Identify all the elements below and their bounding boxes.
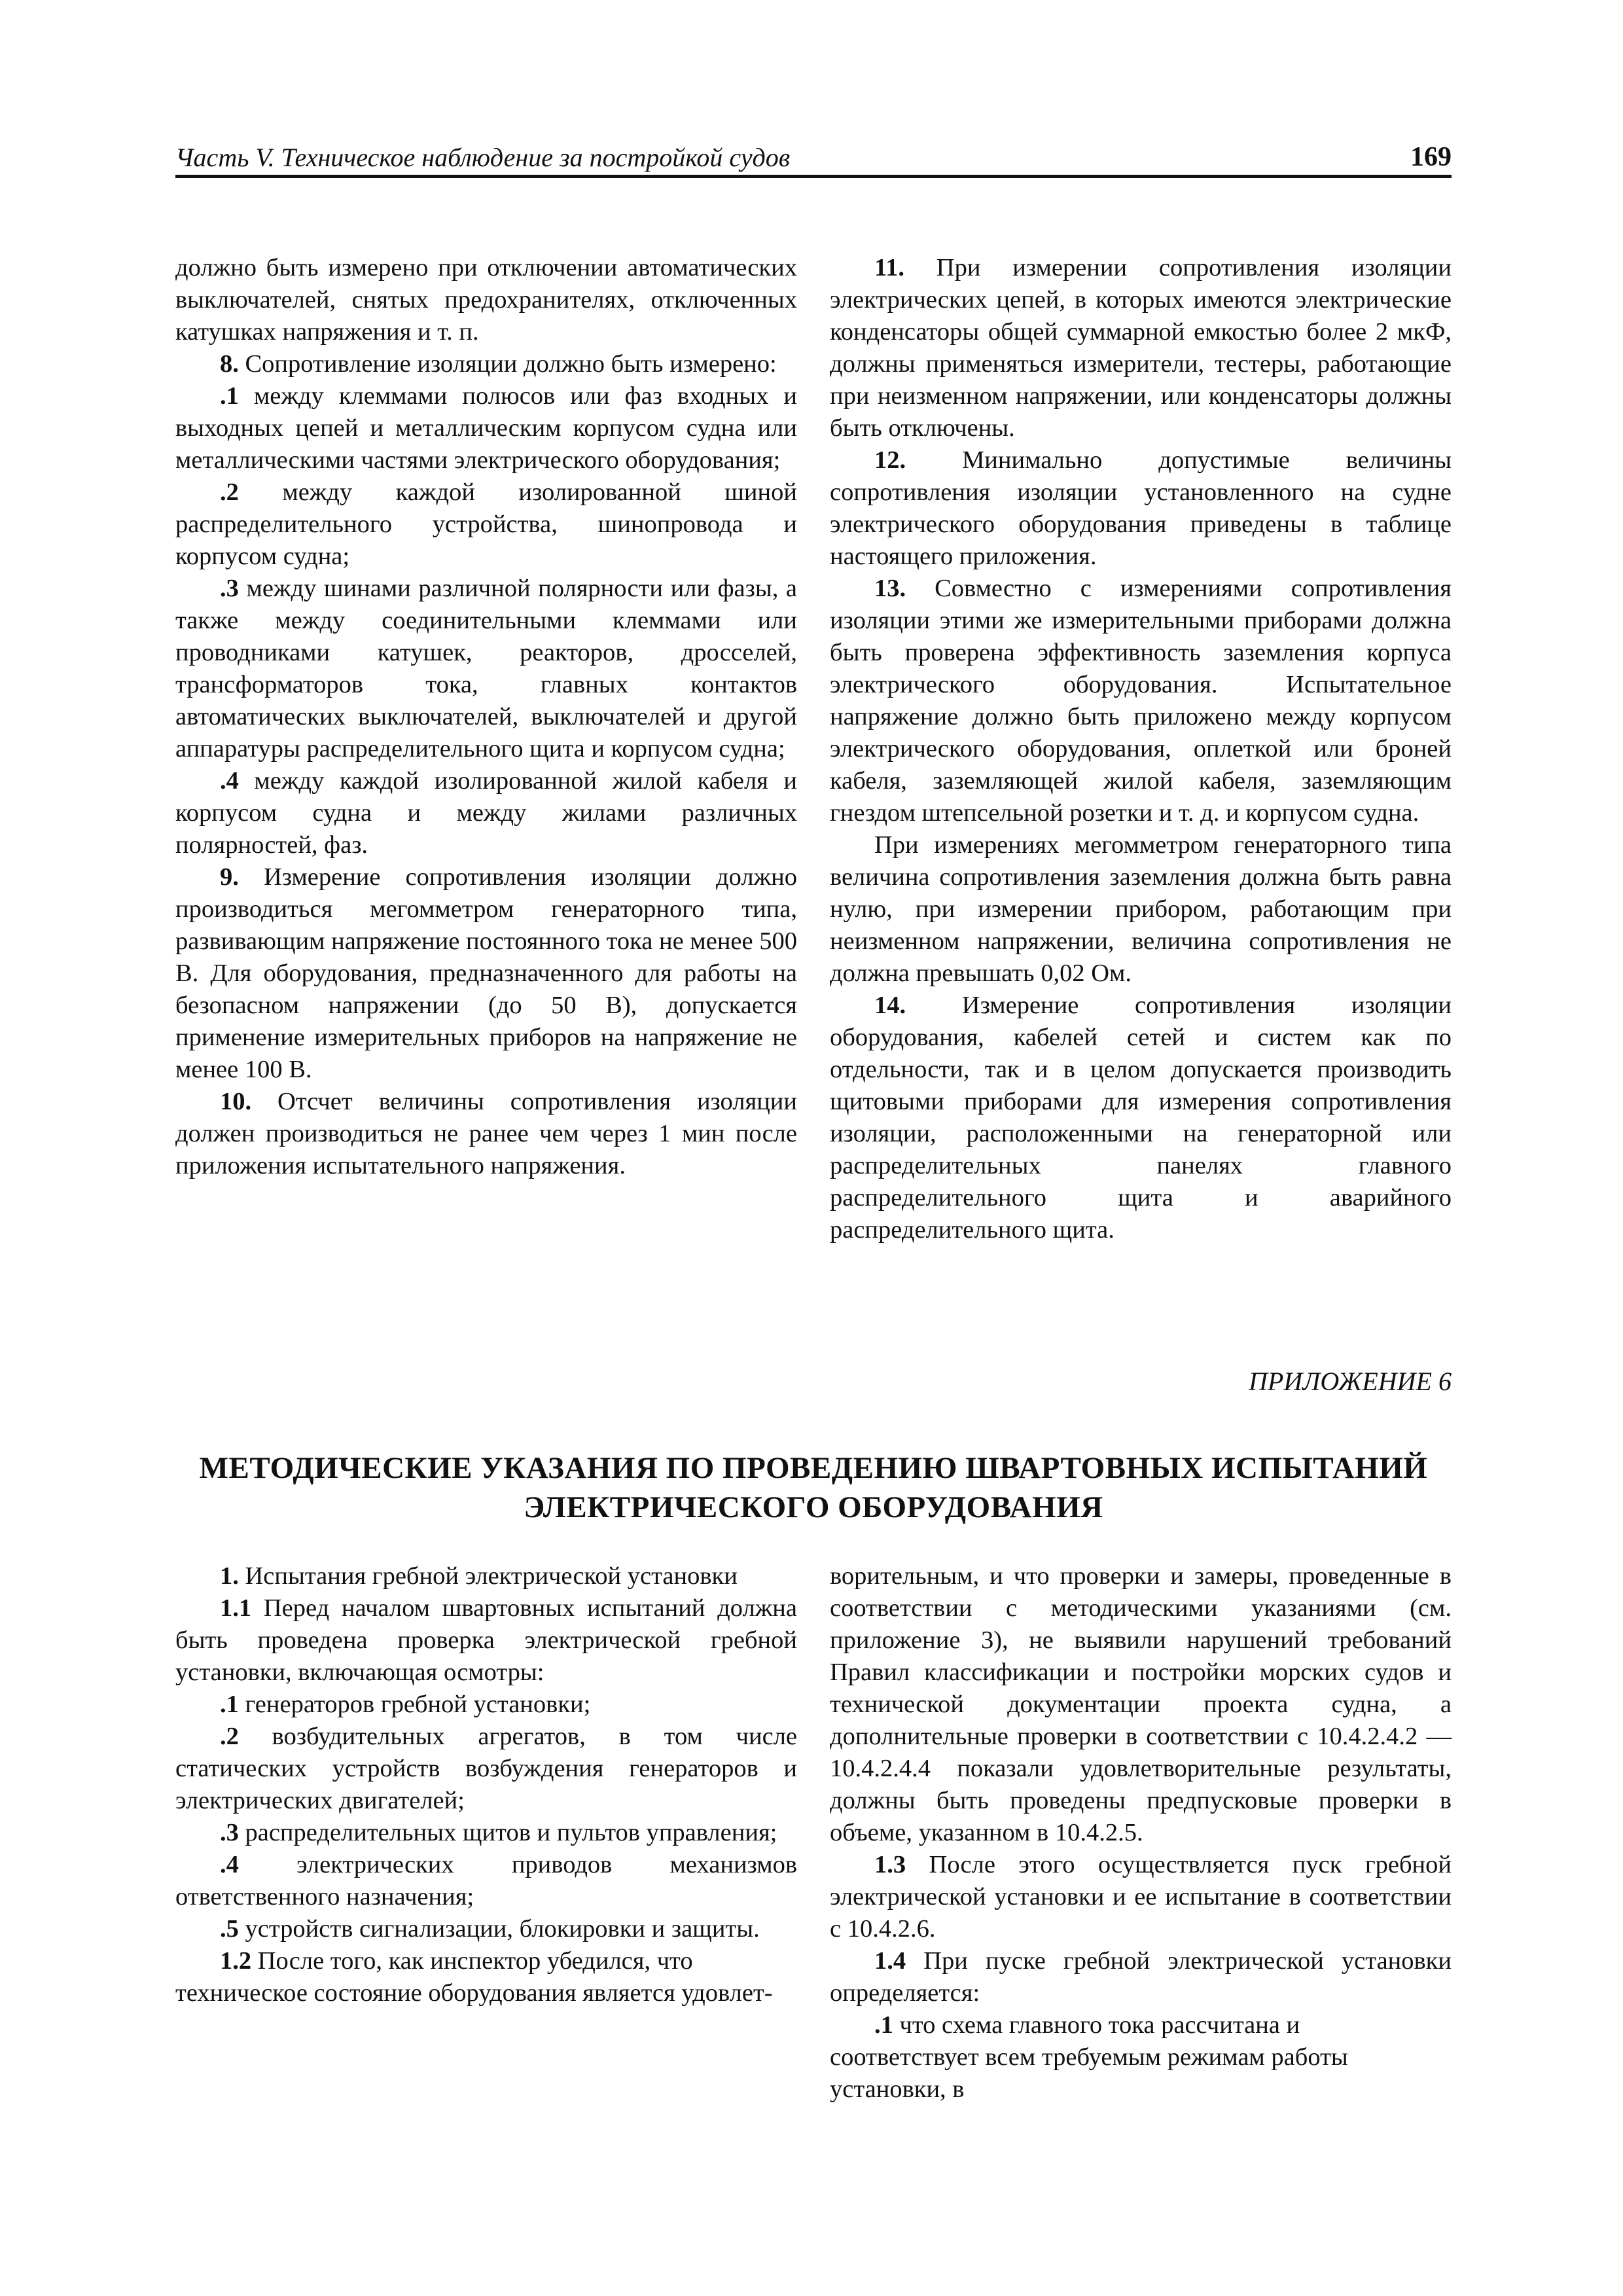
paragraph: 11. При измерении сопротивления изоляции электрических цепей, в которых имеются электрические конденсаторы общей суммарной емкостью более 2 мкФ, должны применяться измерители, тестеры, работающие при неизменном напряжении, или конденсаторы должны быть отключены. [830, 254, 1452, 442]
paragraph: .2 возбудительных агрегатов, в том числе статических устройств возбуждения генераторов и электрических двигателей; [175, 1723, 797, 1814]
paragraph: .3 распределительных щитов и пультов управления; [220, 1819, 777, 1846]
paragraph: 1.1 Перед началом швартовных испытаний должна быть проведена проверка электрической гребной установки, включающая осмотры: [175, 1594, 797, 1686]
lower-right-column [830, 1560, 1452, 2106]
lower-left-column [175, 1560, 797, 2009]
paragraph: 1.3 После этого осуществляется пуск гребной электрической установки и ее испытание в соответствии с 10.4.2.6. [830, 1851, 1452, 1943]
running-header-title: Часть V. Техническое наблюдение за постройкой судов [175, 143, 791, 172]
paragraph: .1 между клеммами полюсов или фаз входных и выходных цепей и металлическим корпусом судна или металлическими частями электрического оборудования; [175, 382, 797, 474]
paragraph: ворительным, и что проверки и замеры, проведенные в соответствии с методическими указаниями (см. приложение 3), не выявили нарушений требований Правил классификации и постройки морских судов и технической документации проекта судна, а дополнительные проверки в соответствии с 10.4.2.4.2 — 10.4.2.4.4 показали удовлетворительные результаты, должны быть проведены предпусковые проверки в объеме, указанном в 10.4.2.5. [830, 1562, 1452, 1846]
paragraph: .2 между каждой изолированной шиной распределительного устройства, шинопровода и корпусом судна; [175, 478, 797, 570]
paragraph: 10. Отсчет величины сопротивления изоляции должен производиться не ранее чем через 1 мин после приложения испытательного напряжения. [175, 1088, 797, 1179]
paragraph: .5 устройств сигнализации, блокировки и защиты. [220, 1915, 760, 1943]
header-rule [175, 175, 1452, 178]
paragraph: При измерениях мегомметром генераторного типа величина сопротивления заземления должна быть равна нулю, при измерении прибором, работающим при неизменном напряжении, величина сопротивления не должна превышать 0,02 Ом. [830, 831, 1452, 987]
paragraph: 14. Измерение сопротивления изоляции оборудования, кабелей сетей и систем как по отдельности, так и в целом допускается производить щитовыми приборами для измерения сопротивления изоляции, расположенными на генераторной или распределительных панелях главного распределительного щита и аварийного распределительного щита. [830, 992, 1452, 1244]
paragraph: 1.2 После того, как инспектор убедился, что техническое состояние оборудования является удовлет- [175, 1947, 773, 2007]
appendix-label: ПРИЛОЖЕНИЕ 6 [1249, 1367, 1452, 1396]
paragraph: должно быть измерено при отключении автоматических выключателей, снятых предохранителях, отключенных катушках напряжения и т. п. [175, 254, 797, 346]
paragraph: 1. Испытания гребной электрической установки [220, 1562, 738, 1590]
paragraph: .1 генераторов гребной установки; [220, 1691, 591, 1718]
paragraph: .3 между шинами различной полярности или фазы, а также между соединительными клеммами или проводниками катушек, реакторов, дросселей, трансформаторов тока, главных контактов автоматических выключателей, выключателей и другой аппаратуры распределительного щита и корпусом судна; [175, 575, 797, 762]
running-header [175, 139, 1452, 178]
paragraph: .1 что схема главного тока рассчитана и соответствует всем требуемым режимам работы установки, в [830, 2011, 1348, 2103]
section-heading [175, 1448, 1452, 1527]
paragraph: 1.4 При пуске гребной электрической установки определяется: [830, 1947, 1452, 2007]
paragraph: 8. Сопротивление изоляции должно быть измерено: [220, 350, 777, 378]
left-column [175, 252, 797, 1182]
paragraph: 12. Минимально допустимые величины сопротивления изоляции установленного на судне электрического оборудования приведены в таблице настоящего приложения. [830, 446, 1452, 570]
section-heading-line-1: МЕТОДИЧЕСКИЕ УКАЗАНИЯ ПО ПРОВЕДЕНИЮ ШВАРТОВНЫХ ИСПЫТАНИЙ [199, 1451, 1428, 1485]
right-column [830, 252, 1452, 1246]
paragraph: .4 электрических приводов механизмов ответственного назначения; [175, 1851, 797, 1910]
paragraph: 9. Измерение сопротивления изоляции должно производиться мегомметром генераторного типа, развивающим напряжение постоянного тока не менее 500 В. Для оборудования, предназначенного для работы на безопасном напряжении (до 50 В), допускается применение измерительных приборов на напряжение не менее 100 В. [175, 863, 797, 1083]
paragraph: .4 между каждой изолированной жилой кабеля и корпусом судна и между жилами различных полярностей, фаз. [175, 767, 797, 859]
section-heading-line-2: ЭЛЕКТРИЧЕСКОГО ОБОРУДОВАНИЯ [524, 1490, 1103, 1524]
page-number: 169 [1410, 142, 1452, 172]
paragraph: 13. Совместно с измерениями сопротивления изоляции этими же измерительными приборами должна быть проверена эффективность заземления корпуса электрического оборудования. Испытательное напряжение должно быть приложено между корпусом электрического оборудования, оплеткой или броней кабеля, заземляющей жилой кабеля, заземляющим гнездом штепсельной розетки и т. д. и корпусом судна. [830, 575, 1452, 827]
